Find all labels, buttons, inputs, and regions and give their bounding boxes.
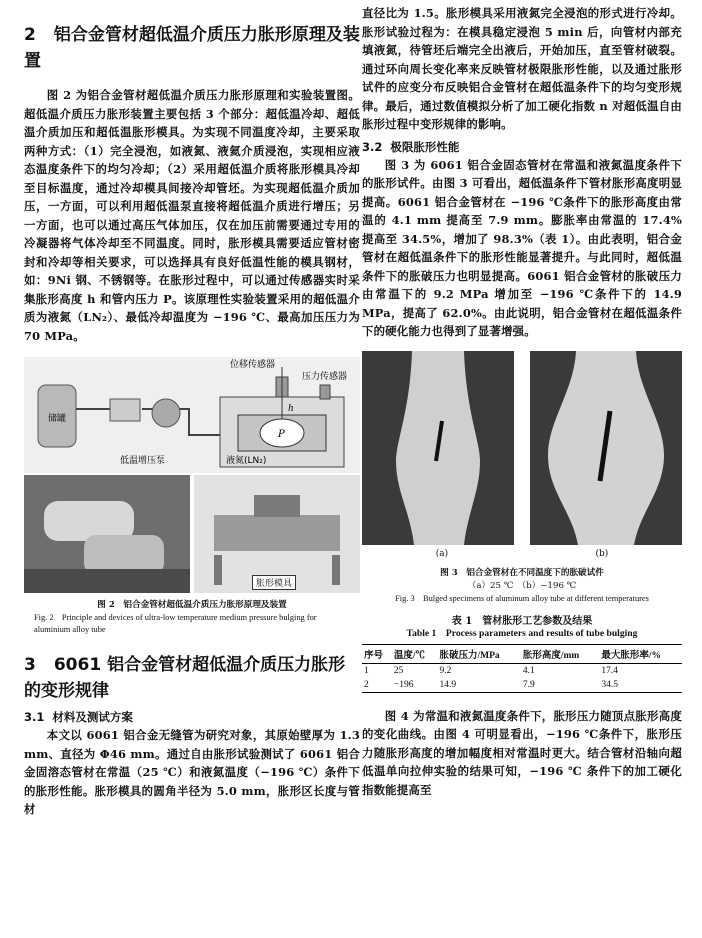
bottom-paragraph: 图 4 为常温和液氮温度条件下，胀形压力随顶点胀形高度的变化曲线。由图 4 可明显看出，−196 ℃条件下，胀形压力随胀形高度的增加幅度相对常温时更大。结合管材沿轴向超低温单向拉伸实验的结果可知，−196 ℃ 条件下的加工硬化指数能提高至 (362, 708, 682, 797)
section-3-title: 6061 铝合金管材超低温介质压力胀形的变形规律 (24, 655, 346, 701)
table-row: 2 −196 14.9 7.9 34.5 (362, 678, 682, 693)
section-3-1-heading: 3.1 材料及测试方案 (24, 710, 133, 724)
photo-specimen-a (362, 351, 514, 545)
photo-specimen-b (530, 351, 682, 545)
figure-3-caption-en: Fig. 3 Bulged specimens of aluminum alloy tube at different temperatures (395, 593, 649, 603)
figure-2-caption-cn: 图 2 铝合金管材超低温介质压力胀形原理及装置 (97, 600, 287, 610)
figure-3 (362, 351, 682, 605)
table-1-title-en: Table 1 Process parameters and results of tube bulging (406, 627, 638, 639)
label-ln2: 液氮(LN₂) (226, 456, 267, 466)
figure-3-caption-sub: （a）25 ℃ （b）−196 ℃ (467, 580, 577, 591)
photo-equipment (24, 475, 190, 593)
figure-3-caption-cn: 图 3 铝合金管材在不同温度下的胀破试件 (440, 567, 604, 578)
figure-3-sub-a: (a) (435, 548, 449, 559)
section-3-1-paragraph-left: 本文以 6061 铝合金无缝管为研究对象，其原始壁厚为 1.3 mm、直径为 Φ46 mm。通过自由胀形试验测试了 6061 铝合金固溶态管材在常温（25 ℃）和液氮温度（−196 ℃）条件下的胀形性能。胀形模具的圆角半径为 5.0 mm，胀形区长度与管材 (24, 728, 360, 816)
table-row: 1 25 9.2 4.1 17.4 (364, 665, 618, 676)
figure-2 (24, 357, 360, 636)
section-3-1-paragraph-right: 直径比为 1.5。胀形模具采用液氮完全浸泡的形式进行冷却。胀形试验过程为：在模具稳定浸泡 5 min 后，向管材内部充填液氮，待管坯后端完全出液后，开始加压，直至管材破裂。通过环向周长变化率来反映管材极限胀形性能，以及通过胀形试件的应变分布反映铝合金管材在超低温条件下的均匀变形规律。最后，通过数值模拟分析了加工硬化指数 n 对超低温自由胀形过程中变形规律的影响。 (362, 6, 682, 131)
label-tank: 储罐 (48, 414, 67, 424)
section-3-heading: 3 6061 铝合金管材超低温介质压力胀形的变形规律 (24, 655, 346, 701)
table-1-title-cn: 表 1 管材胀形工艺参数及结果 (451, 615, 593, 627)
figure-2-schematic (24, 357, 360, 473)
left-column (24, 0, 360, 819)
figure-3-sub-b: (b) (595, 548, 609, 559)
section-2-paragraph: 图 2 为铝合金管材超低温介质压力胀形原理和实验装置图。超低温介质压力胀形装置主要包括 3 个部分：超低温冷却、超低温介质加压和超低温胀形模具。为实现不同温度冷却，主要采取两种方式：（1）完全浸泡，如液氮、液氦介质浸泡，实现相应液态温度条件下的均匀冷却；（2）采用超低温介质将胀形模具冷却至目标温度，通过冷却模具间接冷却管坯。为实现超低温介质加压，一方面，可以利用超低温泵直接将超低温介质进行增压；另一方面，也可以通过高压气体加压，仅在加压前需要通过专用的冷凝器将气体冷却至不同温度。同时，胀形模具需要适应管材密封和冷却等相关要求，可以选择具有良好低温性能的模具钢材，如：9Ni 钢、不锈钢等。在胀形过程中，可以通过传感器实时采集胀形高度 h 和管内压力 P。该原理性实验装置采用的超低温介质为液氮（LN₂）、最低冷却温度为 −196 ℃、最高加压压力为 70 MPa。 (24, 88, 360, 343)
label-h: h (288, 404, 294, 414)
section-3-2-paragraph: 图 3 为 6061 铝合金固态管材在常温和液氮温度条件下的胀形试件。由图 3 可看出，超低温条件下管材胀形高度明显提高。6061 铝合金管材在 −196 ℃条件下的胀形高度由常温的 4.1 mm 提高至 7.9 mm。膨胀率由常温的 17.4% 提高至 34.5%，增加了 98.3%（表 1）。由此表明，铝合金管材在超低温条件下的胀形性能显著提升。与此同时，超低温条件下的胀破压力也明显提高。6061 铝合金管材的胀破压力由常温下的 9.2 MPa 增加至 −196 ℃条件下的 14.9 MPa，提高了 62.0%。由此说明，铝合金管材在超低温条件下的硬化能力也得到了显著增强。 (362, 157, 682, 338)
table-header: 胀形高度/mm (521, 644, 600, 663)
label-p: P (278, 429, 285, 440)
label-pump: 低温增压泵 (120, 456, 166, 466)
table-header: 序号 (362, 644, 392, 663)
figure-2-caption-en: Fig. 2 Principle and devices of ultra-low temperature medium pressure bulging for aluminium alloy tube (34, 613, 317, 634)
table-1-grid (362, 644, 682, 693)
table-header: 温度/℃ (392, 644, 438, 663)
table-header: 最大胀形率/% (599, 644, 682, 663)
right-column (362, 0, 682, 799)
table-1 (362, 615, 682, 693)
section-2-title: 铝合金管材超低温介质压力胀形原理及装置 (24, 25, 360, 71)
section-3-2-heading: 3.2 极限胀形性能 (362, 139, 460, 154)
label-die: 胀形模具 (252, 575, 296, 590)
table-header: 胀破压力/MPa (438, 644, 521, 663)
pump-shape (110, 399, 140, 421)
label-pressure: 压力传感器 (302, 372, 348, 382)
label-displacement: 位移传感器 (230, 360, 276, 370)
section-2-heading: 2 铝合金管材超低温介质压力胀形原理及装置 (24, 25, 360, 71)
